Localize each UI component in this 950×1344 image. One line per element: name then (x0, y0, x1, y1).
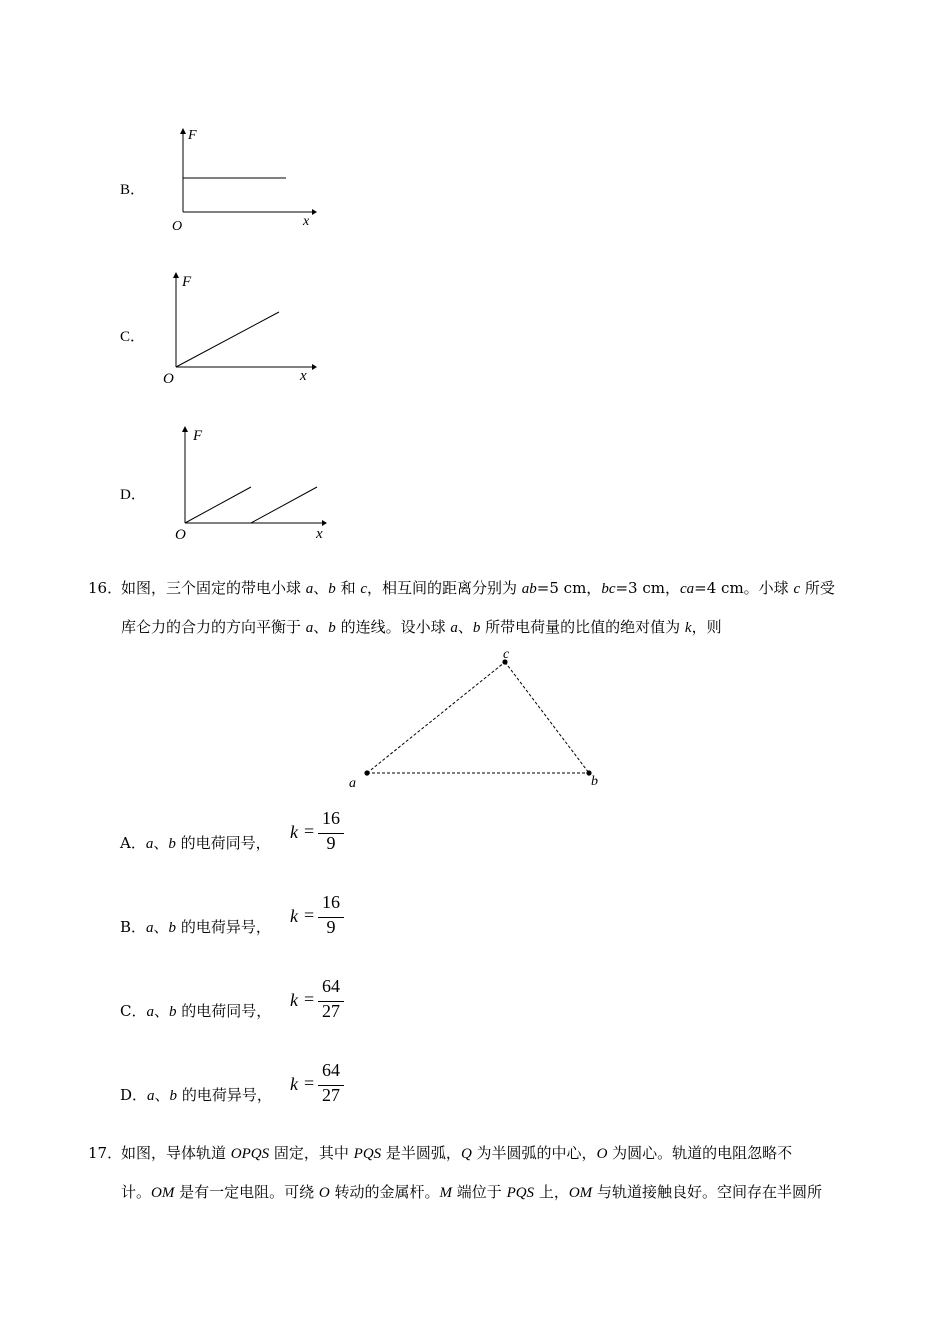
q16-line-1: 如图，三个固定的带电小球 a、b 和 c，相互间的距离分别为 ab=5 cm，bc=3 cm，ca=4 cm。小球 c 所受 (121, 579, 835, 597)
q16-option-a-formula: k = 16 9 (290, 812, 362, 860)
option-b-x-axis-label: x (303, 214, 310, 229)
option-b-label: B． (120, 182, 146, 198)
option-d-origin-label: O (175, 527, 186, 543)
q16-option-c-formula: k = 64 27 (290, 980, 362, 1028)
q16-option-a[interactable]: A．a、b 的电荷同号， (120, 834, 271, 852)
point-a (364, 770, 369, 775)
label-b: b (591, 774, 598, 789)
q16-triangle-figure (340, 645, 610, 795)
option-c-label: C． (120, 329, 146, 345)
option-d-x-axis-label: x (316, 526, 323, 542)
option-c-origin-label: O (163, 371, 174, 386)
q16-option-b-formula: k = 16 9 (290, 896, 362, 944)
option-d-y-axis-label: F (193, 428, 203, 444)
option-c-x-axis-label: x (300, 368, 307, 384)
q16-line-2: 库仑力的合力的方向平衡于 a、b 的连线。设小球 a、b 所带电荷量的比值的绝对值为 k，则 (121, 618, 722, 636)
q17-line-2: 计。OM 是有一定电阻。可绕 O 转动的金属杆。M 端位于 PQS 上，OM 与轨道接触良好。空间存在半圆所 (121, 1183, 822, 1201)
option-d-label: D． (120, 487, 146, 503)
q16-option-d[interactable]: D．a、b 的电荷异号， (120, 1086, 272, 1104)
option-c-graph (155, 266, 325, 386)
option-d-graph (165, 422, 340, 547)
option-b-y-axis-label: F (188, 128, 197, 143)
q16-option-d-formula: k = 64 27 (290, 1064, 362, 1112)
option-b-graph (160, 124, 320, 234)
q16-option-b[interactable]: B．a、b 的电荷异号， (120, 918, 271, 936)
q16-option-c[interactable]: C．a、b 的电荷同号， (120, 1002, 272, 1020)
option-b-origin-label: O (172, 219, 183, 234)
q17-number: 17． (88, 1144, 123, 1162)
label-a: a (349, 776, 356, 791)
label-c: c (503, 647, 510, 662)
q17-line-1: 如图，导体轨道 OPQS 固定，其中 PQS 是半圆弧，Q 为半圆弧的中心，O 为圆心。轨道的电阻忽略不 (121, 1144, 793, 1162)
q16-number: 16． (88, 579, 123, 597)
option-c-y-axis-label: F (182, 274, 192, 290)
